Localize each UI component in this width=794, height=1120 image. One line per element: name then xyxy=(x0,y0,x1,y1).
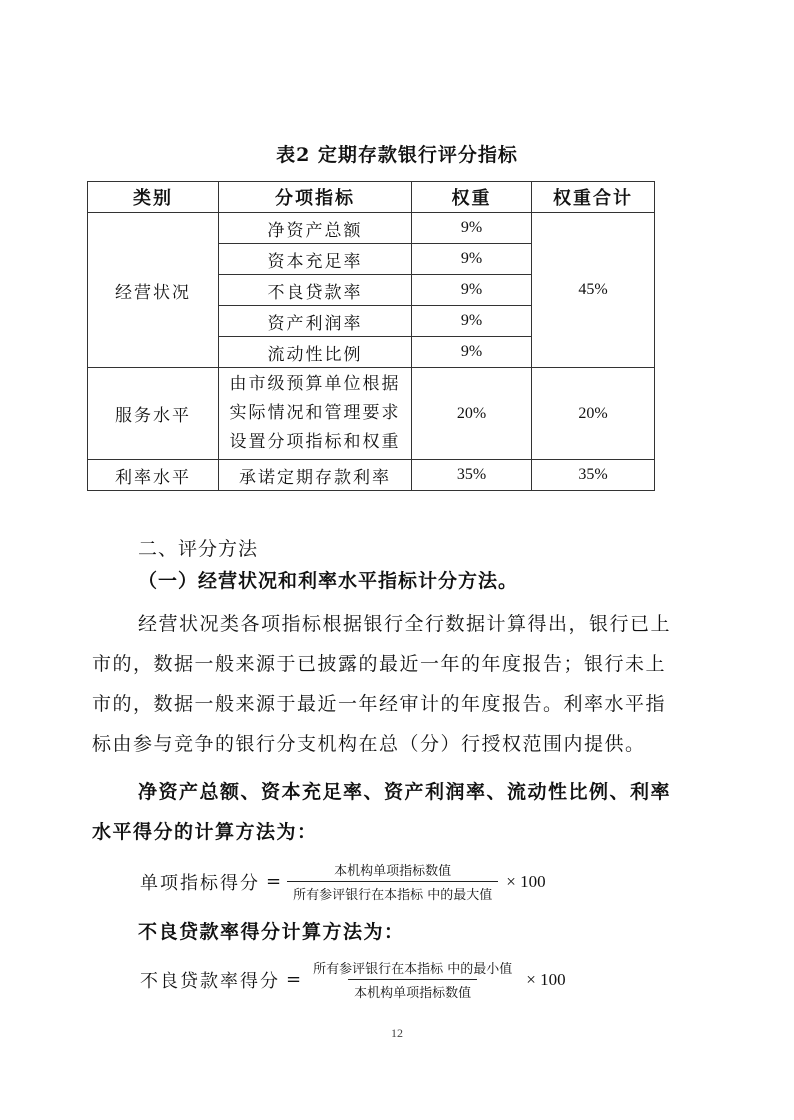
fraction-denominator: 所有参评银行在本指标 中的最大值 xyxy=(287,881,498,903)
total-cell: 35% xyxy=(532,460,655,491)
weight-cell: 20% xyxy=(412,368,532,460)
weight-cell: 35% xyxy=(412,460,532,491)
category-cell: 经营状况 xyxy=(88,213,219,368)
table-row xyxy=(88,368,655,460)
fraction-denominator: 本机构单项指标数值 xyxy=(348,979,477,1001)
item-cell: 净资产总额 xyxy=(219,213,412,244)
paragraph-line: 净资产总额、资本充足率、资产利润率、流动性比例、利率 xyxy=(138,781,672,803)
total-cell: 20% xyxy=(532,368,655,460)
subsection-heading: （一）经营状况和利率水平指标计分方法。 xyxy=(138,570,519,592)
fraction-numerator: 本机构单项指标数值 xyxy=(334,864,452,879)
paragraph-line: 不良贷款率得分计算方法为： xyxy=(138,921,405,943)
item-cell: 不良贷款率 xyxy=(219,275,412,306)
total-cell: 45% xyxy=(532,213,655,368)
formula-single-score xyxy=(140,860,546,903)
formula-equals: = xyxy=(266,871,282,892)
formula-equals: = xyxy=(286,969,302,990)
bold-paragraph xyxy=(92,772,704,852)
category-cell: 服务水平 xyxy=(88,368,219,460)
header-item: 分项指标 xyxy=(219,182,412,213)
body-paragraph xyxy=(92,604,704,764)
item-cell: 资本充足率 xyxy=(219,244,412,275)
item-cell: 流动性比例 xyxy=(219,337,412,368)
item-cell-multiline xyxy=(219,368,412,460)
paragraph-line: 水平得分的计算方法为： xyxy=(92,821,318,843)
table-row xyxy=(88,460,655,491)
section-heading: 二、评分方法 xyxy=(138,538,259,560)
paragraph-line: 经营状况类各项指标根据银行全行数据计算得出，银行已上 xyxy=(138,613,672,635)
formula-multiplier: × 100 xyxy=(526,969,566,989)
header-weight: 权重 xyxy=(412,182,532,213)
weight-cell: 9% xyxy=(412,244,532,275)
header-category: 类别 xyxy=(88,182,219,213)
scoring-table xyxy=(87,181,655,491)
header-total: 权重合计 xyxy=(532,182,655,213)
formula-lhs: 不良贷款率得分 xyxy=(140,970,280,992)
weight-cell: 9% xyxy=(412,275,532,306)
formula-lhs: 单项指标得分 xyxy=(140,872,260,894)
weight-cell: 9% xyxy=(412,213,532,244)
item-line: 由市级预算单位根据 xyxy=(229,374,401,394)
formula-npl-score xyxy=(140,958,566,1001)
formula-fraction xyxy=(307,958,518,1001)
paragraph-line: 市的，数据一般来源于已披露的最近一年的年度报告；银行未上 xyxy=(92,653,667,675)
page-number: 12 xyxy=(391,1026,403,1040)
weight-cell: 9% xyxy=(412,337,532,368)
fraction-numerator: 所有参评银行在本指标 中的最小值 xyxy=(313,962,513,977)
paragraph-line: 市的，数据一般来源于最近一年经审计的年度报告。利率水平指 xyxy=(92,693,667,715)
item-cell: 承诺定期存款利率 xyxy=(219,460,412,491)
paragraph-line: 标由参与竞争的银行分支机构在总（分）行授权范围内提供。 xyxy=(92,733,646,755)
category-cell: 利率水平 xyxy=(88,460,219,491)
weight-cell: 9% xyxy=(412,306,532,337)
item-line: 设置分项指标和权重 xyxy=(229,432,401,452)
item-cell: 资产利润率 xyxy=(219,306,412,337)
formula-multiplier: × 100 xyxy=(506,871,546,891)
formula-fraction xyxy=(287,860,498,903)
bold-line xyxy=(92,912,704,952)
table-header-row xyxy=(88,182,655,213)
item-line: 实际情况和管理要求 xyxy=(229,403,401,423)
table-row xyxy=(88,213,655,244)
table-title: 表2 定期存款银行评分指标 xyxy=(276,144,518,166)
